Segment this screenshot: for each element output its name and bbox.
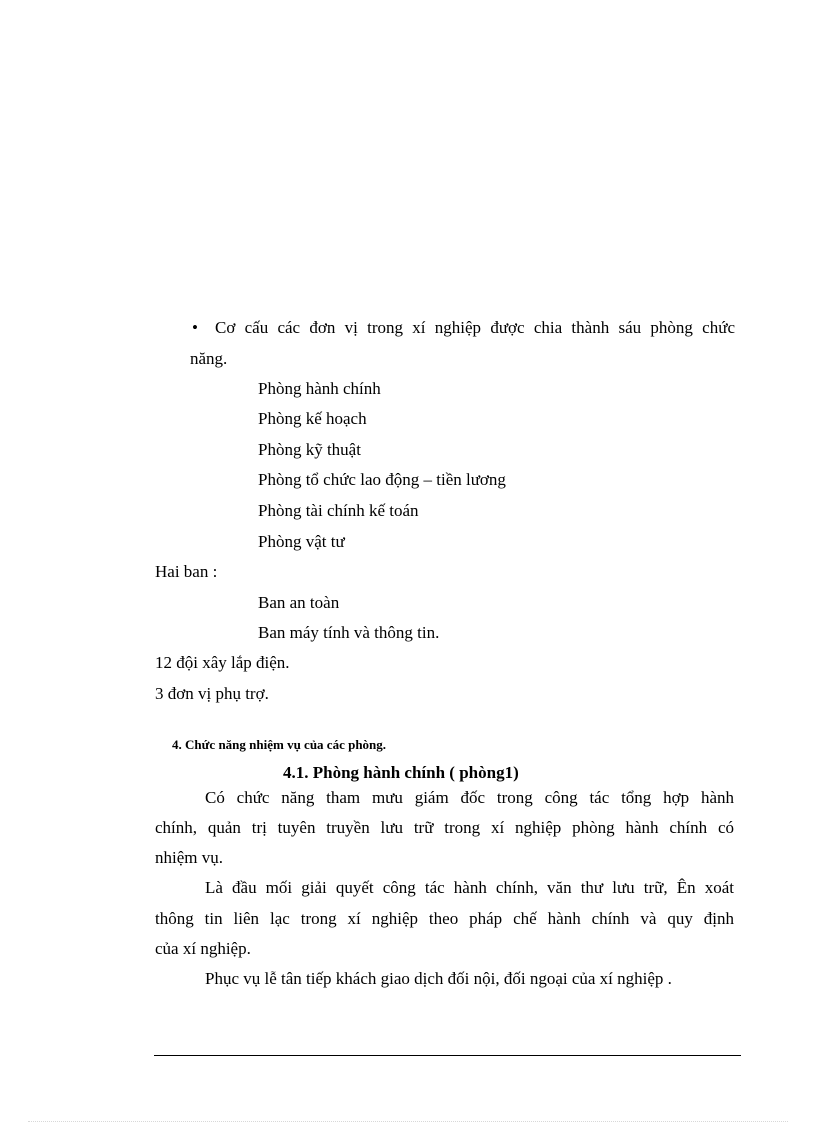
boards-label: Hai ban : bbox=[155, 562, 218, 581]
footer-divider bbox=[154, 1055, 741, 1056]
board-item: Ban an toàn bbox=[258, 593, 340, 612]
department-item: Phòng tổ chức lao động – tiền lương bbox=[258, 470, 506, 489]
paragraph-line: Có chức năng tham mưu giám đốc trong công tác tổng hợp hành bbox=[205, 788, 734, 807]
paragraph-line: Là đầu mối giải quyết công tác hành chính, văn thư lưu trữ, Ên xoát bbox=[205, 878, 734, 897]
paragraph-line: Phục vụ lễ tân tiếp khách giao dịch đối nội, đối ngoại của xí nghiệp . bbox=[205, 969, 672, 988]
support-units-line: 3 đơn vị phụ trợ. bbox=[155, 684, 269, 703]
intro-line-1: Cơ cấu các đơn vị trong xí nghiệp được chia thành sáu phòng chức bbox=[215, 318, 735, 337]
paragraph-line: nhiệm vụ. bbox=[155, 848, 223, 867]
department-item: Phòng kế hoạch bbox=[258, 409, 367, 428]
board-item: Ban máy tính và thông tin. bbox=[258, 623, 440, 642]
paragraph-line: thông tin liên lạc trong xí nghiệp theo pháp chế hành chính và quy định bbox=[155, 909, 734, 928]
bullet-icon: • bbox=[192, 318, 198, 337]
department-item: Phòng vật tư bbox=[258, 532, 345, 551]
department-item: Phòng kỹ thuật bbox=[258, 440, 361, 459]
page-edge-divider bbox=[28, 1121, 788, 1122]
subsection-heading: 4.1. Phòng hành chính ( phòng1) bbox=[283, 763, 519, 782]
department-item: Phòng tài chính kế toán bbox=[258, 501, 419, 520]
section-heading: 4. Chức năng nhiệm vụ của các phòng. bbox=[172, 737, 387, 752]
paragraph-line: chính, quản trị tuyên truyền lưu trữ trong xí nghiệp phòng hành chính có bbox=[155, 818, 734, 837]
paragraph-line: của xí nghiệp. bbox=[155, 939, 251, 958]
department-item: Phòng hành chính bbox=[258, 379, 381, 398]
teams-line: 12 đội xây lắp điện. bbox=[155, 653, 290, 672]
intro-line-2: năng. bbox=[190, 349, 228, 368]
